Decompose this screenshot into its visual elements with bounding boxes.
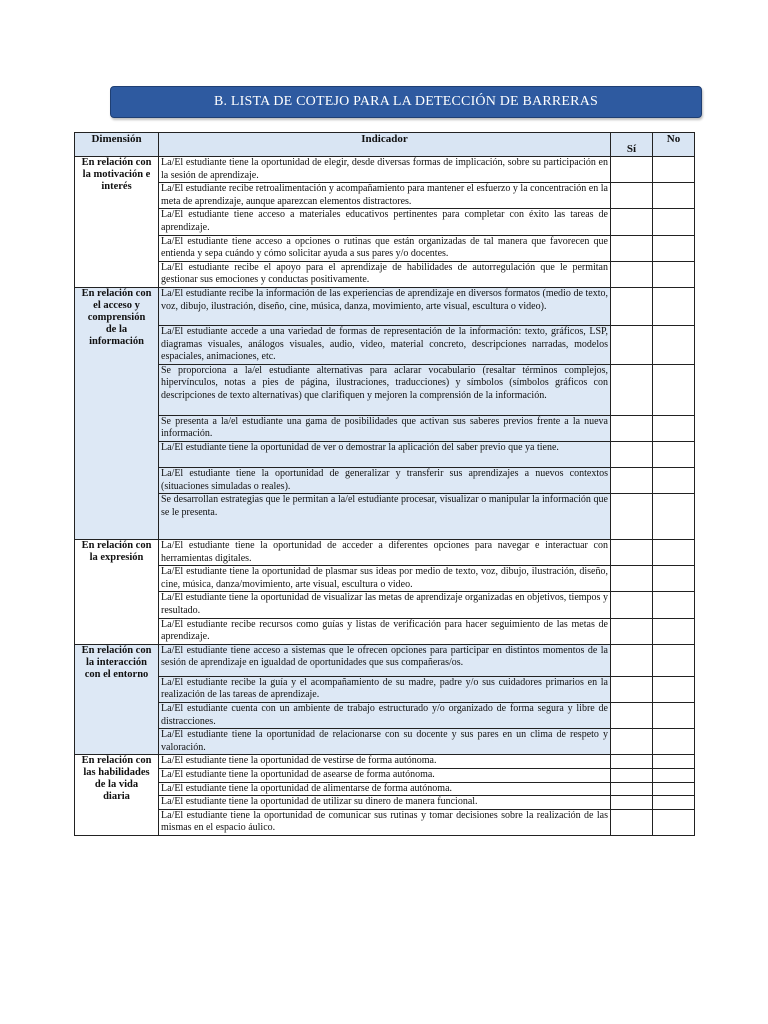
header-yes: Sí [611, 133, 653, 157]
no-check-cell[interactable] [653, 618, 695, 644]
yes-check-cell[interactable] [611, 235, 653, 261]
yes-check-cell[interactable] [611, 755, 653, 769]
indicator-text: Se presenta a la/el estudiante una gama de posibilidades que activan sus saberes previos frente a la nueva información. [159, 415, 611, 441]
no-check-cell[interactable] [653, 325, 695, 364]
checklist-table [74, 132, 695, 836]
yes-check-cell[interactable] [611, 782, 653, 796]
yes-check-cell[interactable] [611, 209, 653, 235]
yes-check-cell[interactable] [611, 769, 653, 783]
no-check-cell[interactable] [653, 676, 695, 702]
header-indicator: Indicador [159, 133, 611, 157]
indicator-text: La/El estudiante tiene la oportunidad de alimentarse de forma autónoma. [159, 782, 611, 796]
table-row [75, 261, 695, 287]
table-row [75, 540, 695, 566]
table-row [75, 592, 695, 618]
table-row [75, 235, 695, 261]
indicator-text: La/El estudiante tiene acceso a sistemas que le ofrecen opciones para participar en distintos momentos de la sesión de aprendizaje en igualdad de oportunidades que sus compañeras/os. [159, 644, 611, 676]
indicator-text: La/El estudiante recibe la información de las experiencias de aprendizaje en diversos formatos (medio de texto, voz, dibujo, ilustración, diseño, cine, música, danza, movimiento, arte visual, escultura o video). [159, 287, 611, 325]
table-row [75, 415, 695, 441]
no-check-cell[interactable] [653, 494, 695, 540]
dimension-cell [75, 540, 159, 645]
no-check-cell[interactable] [653, 467, 695, 493]
yes-check-cell[interactable] [611, 467, 653, 493]
no-check-cell[interactable] [653, 287, 695, 325]
yes-check-cell[interactable] [611, 703, 653, 729]
dimension-cell [75, 755, 159, 836]
checklist-body [75, 157, 695, 836]
no-check-cell[interactable] [653, 235, 695, 261]
yes-check-cell[interactable] [611, 796, 653, 810]
indicator-text: La/El estudiante tiene la oportunidad de generalizar y transferir sus aprendizajes a nuevos contextos (situaciones simuladas o reales). [159, 467, 611, 493]
dimension-label: En relación con la interacción con el entorno [81, 644, 152, 680]
no-check-cell[interactable] [653, 183, 695, 209]
dimension-label: En relación con el acceso y comprensión de la información [81, 287, 152, 347]
dimension-label: En relación con las habilidades de la vida diaria [81, 755, 152, 803]
indicator-text: La/El estudiante tiene la oportunidad de visualizar las metas de aprendizaje organizadas en objetivos, tiempos y resultado. [159, 592, 611, 618]
table-row [75, 809, 695, 835]
yes-check-cell[interactable] [611, 729, 653, 755]
indicator-text: La/El estudiante tiene la oportunidad de acceder a diferentes opciones para navegar e interactuar con herramientas digitales. [159, 540, 611, 566]
page-title: B. LISTA DE COTEJO PARA LA DETECCIÓN DE BARRERAS [110, 86, 702, 118]
yes-check-cell[interactable] [611, 644, 653, 676]
indicator-text: La/El estudiante tiene acceso a materiales educativos pertinentes para completar con éxito las tareas de aprendizaje. [159, 209, 611, 235]
table-row [75, 676, 695, 702]
no-check-cell[interactable] [653, 540, 695, 566]
table-row [75, 618, 695, 644]
table-row [75, 364, 695, 415]
yes-check-cell[interactable] [611, 364, 653, 415]
dimension-label: En relación con la motivación e interés [81, 157, 152, 192]
no-check-cell[interactable] [653, 209, 695, 235]
no-check-cell[interactable] [653, 755, 695, 769]
no-check-cell[interactable] [653, 644, 695, 676]
table-row [75, 287, 695, 325]
no-check-cell[interactable] [653, 809, 695, 835]
table-row [75, 755, 695, 769]
dimension-cell [75, 644, 159, 755]
indicator-text: La/El estudiante tiene la oportunidad de comunicar sus rutinas y tomar decisiones sobre la realización de las mismas en el espacio áulico. [159, 809, 611, 835]
yes-check-cell[interactable] [611, 676, 653, 702]
indicator-text: La/El estudiante cuenta con un ambiente de trabajo estructurado y/o organizado de forma segura y libre de distracciones. [159, 703, 611, 729]
table-row [75, 441, 695, 467]
indicator-text: Se proporciona a la/el estudiante alternativas para aclarar vocabulario (resaltar términos complejos, hipervínculos, notas a pies de página, ilustraciones, traducciones) y símbolos (símbolos gráficos con descripciones de texto alternativas) que clarifiquen y mejoren la comprensión de la información. [159, 364, 611, 415]
yes-check-cell[interactable] [611, 415, 653, 441]
indicator-text: La/El estudiante tiene la oportunidad de elegir, desde diversas formas de implicación, sobre su participación en la sesión de aprendizaje. [159, 157, 611, 183]
no-check-cell[interactable] [653, 729, 695, 755]
table-row [75, 467, 695, 493]
no-check-cell[interactable] [653, 592, 695, 618]
yes-check-cell[interactable] [611, 157, 653, 183]
yes-check-cell[interactable] [611, 494, 653, 540]
no-check-cell[interactable] [653, 782, 695, 796]
table-row [75, 157, 695, 183]
table-row [75, 796, 695, 810]
no-check-cell[interactable] [653, 364, 695, 415]
indicator-text: La/El estudiante recibe el apoyo para el aprendizaje de habilidades de autorregulación que le permitan gestionar sus emociones y conductas positivamente. [159, 261, 611, 287]
header-dimension: Dimensión [75, 133, 159, 157]
indicator-text: La/El estudiante tiene la oportunidad de ver o demostrar la aplicación del saber previo que ya tiene. [159, 441, 611, 467]
dimension-cell [75, 157, 159, 288]
table-row [75, 729, 695, 755]
no-check-cell[interactable] [653, 415, 695, 441]
no-check-cell[interactable] [653, 566, 695, 592]
indicator-text: La/El estudiante tiene la oportunidad de vestirse de forma autónoma. [159, 755, 611, 769]
table-row [75, 703, 695, 729]
no-check-cell[interactable] [653, 261, 695, 287]
table-row [75, 644, 695, 676]
yes-check-cell[interactable] [611, 183, 653, 209]
indicator-text: Se desarrollan estrategias que le permitan a la/el estudiante procesar, visualizar o manipular la información que se le presenta. [159, 494, 611, 540]
yes-check-cell[interactable] [611, 618, 653, 644]
no-check-cell[interactable] [653, 441, 695, 467]
indicator-text: La/El estudiante tiene la oportunidad de asearse de forma autónoma. [159, 769, 611, 783]
dimension-cell [75, 287, 159, 539]
dimension-label: En relación con la expresión [81, 540, 152, 564]
yes-check-cell[interactable] [611, 809, 653, 835]
no-check-cell[interactable] [653, 769, 695, 783]
table-header-row [75, 133, 695, 157]
yes-check-cell[interactable] [611, 592, 653, 618]
table-row [75, 494, 695, 540]
no-check-cell[interactable] [653, 796, 695, 810]
header-no: No [653, 133, 695, 157]
table-row [75, 566, 695, 592]
table-row [75, 209, 695, 235]
indicator-text: La/El estudiante recibe recursos como guías y listas de verificación para hacer seguimiento de las metas de aprendizaje. [159, 618, 611, 644]
indicator-text: La/El estudiante tiene la oportunidad de plasmar sus ideas por medio de texto, voz, dibujo, ilustración, diseño, cine, música, danza/movimiento, arte visual, escultura o video. [159, 566, 611, 592]
no-check-cell[interactable] [653, 157, 695, 183]
yes-check-cell[interactable] [611, 287, 653, 325]
indicator-text: La/El estudiante tiene acceso a opciones o rutinas que están organizadas de tal manera que favorecen que entienda y sepa cuándo y cómo solicitar ayuda a sus pares y/o docentes. [159, 235, 611, 261]
indicator-text: La/El estudiante recibe retroalimentación y acompañamiento para mantener el esfuerzo y la concentración en la meta de aprendizaje, aunque aparezcan elementos distractores. [159, 183, 611, 209]
yes-check-cell[interactable] [611, 441, 653, 467]
indicator-text: La/El estudiante recibe la guía y el acompañamiento de su madre, padre y/o sus cuidadores primarios en la realización de las tareas de aprendizaje. [159, 676, 611, 702]
table-row [75, 782, 695, 796]
indicator-text: La/El estudiante tiene la oportunidad de relacionarse con su docente y sus pares en un clima de respeto y valoración. [159, 729, 611, 755]
yes-check-cell[interactable] [611, 325, 653, 364]
indicator-text: La/El estudiante accede a una variedad de formas de representación de la información: texto, gráficos, LSP, diagramas visuales, análogos visuales, audio, video, material concreto, descripciones narradas, modelos espaciales, animaciones, etc. [159, 325, 611, 364]
yes-check-cell[interactable] [611, 261, 653, 287]
no-check-cell[interactable] [653, 703, 695, 729]
table-row [75, 183, 695, 209]
yes-check-cell[interactable] [611, 566, 653, 592]
indicator-text: La/El estudiante tiene la oportunidad de utilizar su dinero de manera funcional. [159, 796, 611, 810]
table-row [75, 325, 695, 364]
table-row [75, 769, 695, 783]
yes-check-cell[interactable] [611, 540, 653, 566]
